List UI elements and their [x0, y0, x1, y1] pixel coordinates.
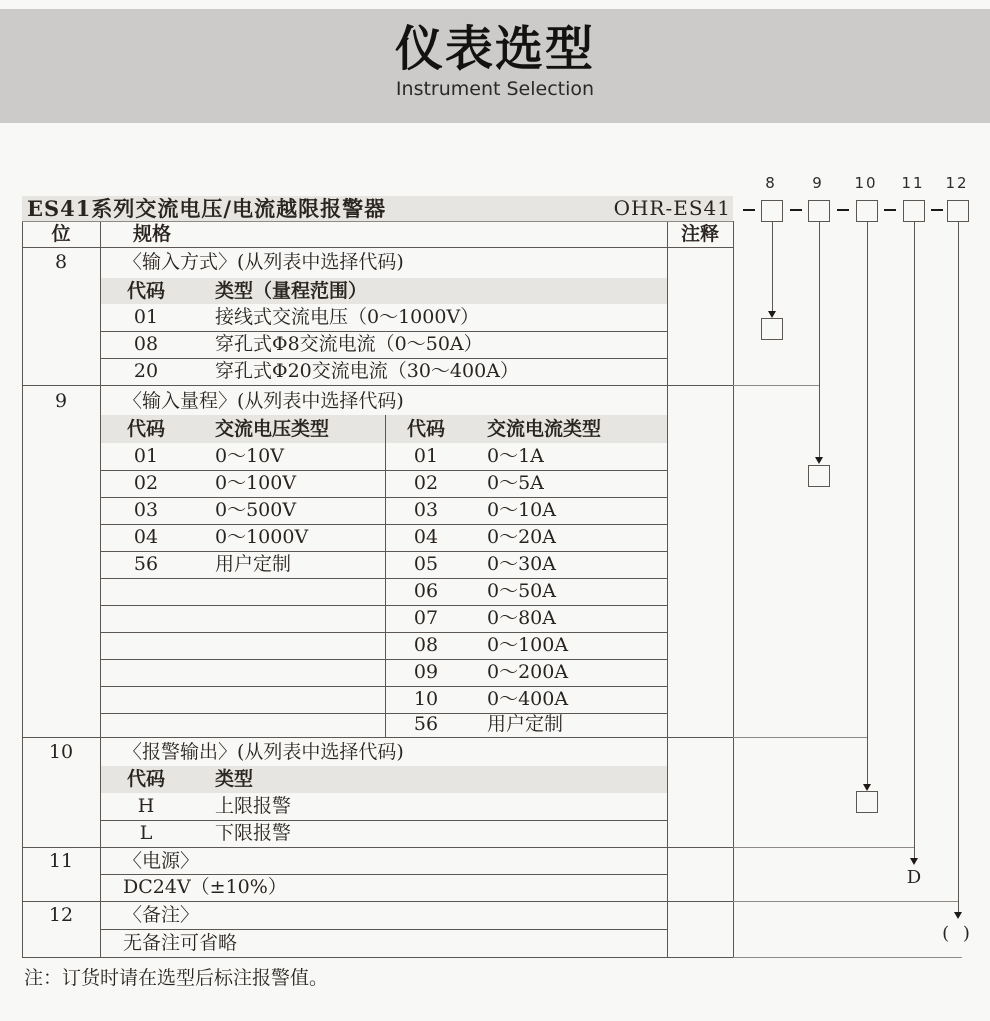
code-digit-10: 10 — [854, 174, 878, 192]
grid-line — [22, 957, 733, 958]
code-target-box-8 — [761, 318, 783, 340]
type-cell: 0～100V — [215, 472, 297, 494]
code-cell: 04 — [133, 526, 159, 548]
section-12-value: 无备注可省略 — [123, 932, 238, 954]
type-cell: 0～10V — [215, 445, 284, 467]
type-cell: 0～50A — [487, 580, 556, 602]
arrow-down-icon — [863, 784, 871, 791]
code-box-9 — [808, 200, 830, 222]
section-10-header-band — [101, 766, 667, 793]
code-cell: 06 — [413, 580, 439, 602]
code-cell: 02 — [413, 472, 439, 494]
grid-line — [100, 820, 667, 821]
col-header-note: 注释 — [680, 223, 719, 245]
grid-line — [22, 385, 733, 386]
code-cell: 08 — [413, 634, 439, 656]
type-cell: 0～400A — [487, 688, 569, 710]
type-cell: 0～5A — [487, 472, 544, 494]
type-col-header: 类型（量程范围） — [215, 280, 368, 302]
dash-separator — [884, 209, 896, 211]
product-name: ES41系列交流电压/电流越限报警器 — [27, 196, 387, 221]
code-col-header: 代码 — [126, 280, 165, 302]
arrow-down-icon — [910, 858, 918, 865]
arrow-down-icon — [954, 912, 962, 919]
type-cell: 下限报警 — [215, 822, 292, 844]
code-cell: 08 — [133, 333, 159, 355]
grid-line — [100, 605, 667, 606]
page-subtitle: Instrument Selection — [395, 78, 595, 100]
code-box-11 — [903, 200, 925, 222]
section-11-position: 11 — [48, 850, 74, 872]
section-9-position: 9 — [54, 390, 68, 412]
code-box-12 — [947, 200, 969, 222]
code-cell: 10 — [413, 688, 439, 710]
code-digit-9: 9 — [812, 174, 824, 192]
type-cell: 穿孔式Φ8交流电流（0～50A） — [215, 333, 483, 355]
section-8-position: 8 — [54, 251, 68, 273]
type-cell: 上限报警 — [215, 795, 292, 817]
type-cell: 0～1000V — [215, 526, 309, 548]
type-col-header: 交流电压类型 — [215, 418, 330, 440]
connector-line — [733, 385, 819, 386]
code-cell: 01 — [133, 445, 159, 467]
connector-line — [733, 957, 962, 958]
grid-line — [100, 497, 667, 498]
code-value-11: D — [906, 867, 922, 888]
code-cell: 03 — [133, 499, 159, 521]
section-12-position: 12 — [48, 904, 74, 926]
type-col-header: 交流电流类型 — [487, 418, 602, 440]
code-value-12: ( ) — [942, 923, 974, 944]
dash-separator — [837, 209, 849, 211]
type-cell: 用户定制 — [487, 713, 564, 735]
grid-line — [100, 470, 667, 471]
code-col-header: 代码 — [126, 768, 165, 790]
type-col-header: 类型 — [215, 768, 254, 790]
footnote: 注：订货时请在选型后标注报警值。 — [24, 967, 329, 989]
type-cell: 接线式交流电压（0～1000V） — [215, 306, 480, 328]
connector-line — [867, 222, 868, 784]
grid-line — [385, 415, 386, 737]
type-cell: 穿孔式Φ20交流电流（30～400A） — [215, 360, 519, 382]
page-header-band — [0, 9, 990, 123]
type-cell: 0～200A — [487, 661, 569, 683]
code-digit-11: 11 — [901, 174, 925, 192]
section-8-header-band — [101, 278, 667, 304]
type-cell: 用户定制 — [215, 553, 292, 575]
dash-separator — [743, 209, 755, 211]
type-cell: 0～20A — [487, 526, 556, 548]
grid-line — [22, 737, 733, 738]
grid-line — [100, 578, 667, 579]
code-digit-8: 8 — [765, 174, 777, 192]
code-box-10 — [856, 200, 878, 222]
page-title: 仪表选型 — [394, 21, 595, 77]
code-cell: 01 — [133, 306, 159, 328]
code-target-box-10 — [856, 791, 878, 813]
code-cell: 07 — [413, 607, 439, 629]
grid-line — [100, 632, 667, 633]
section-11-title: 〈电源〉 — [123, 850, 200, 872]
code-digit-12: 12 — [945, 174, 969, 192]
code-cell: 56 — [413, 713, 439, 735]
arrow-down-icon — [768, 311, 776, 318]
code-target-box-9 — [808, 465, 830, 487]
connector-line — [914, 222, 915, 858]
arrow-down-icon — [815, 457, 823, 464]
type-cell: 0～30A — [487, 553, 556, 575]
code-cell: H — [137, 795, 155, 817]
connector-line — [772, 222, 773, 311]
grid-line — [100, 551, 667, 552]
code-cell: 20 — [133, 360, 159, 382]
grid-line — [100, 524, 667, 525]
connector-line — [733, 901, 958, 902]
type-cell: 0～80A — [487, 607, 556, 629]
connector-line — [733, 847, 914, 848]
code-cell: 09 — [413, 661, 439, 683]
section-10-position: 10 — [48, 741, 74, 763]
type-cell: 0～1A — [487, 445, 544, 467]
product-model: OHR-ES41 — [613, 196, 731, 220]
section-11-value: DC24V（±10%） — [123, 876, 287, 898]
section-10-title: 〈报警输出〉(从列表中选择代码) — [123, 741, 404, 763]
type-cell: 0～10A — [487, 499, 556, 521]
code-col-header: 代码 — [126, 418, 165, 440]
code-cell: 03 — [413, 499, 439, 521]
section-12-title: 〈备注〉 — [123, 904, 200, 926]
col-header-position: 位 — [51, 223, 71, 245]
grid-line — [100, 686, 667, 687]
code-cell: 56 — [133, 553, 159, 575]
type-cell: 0～100A — [487, 634, 569, 656]
grid-line — [100, 659, 667, 660]
code-col-header: 代码 — [406, 418, 445, 440]
code-cell: 01 — [413, 445, 439, 467]
col-header-spec: 规格 — [133, 223, 172, 245]
code-cell: 04 — [413, 526, 439, 548]
connector-line — [733, 737, 867, 738]
section-8-title: 〈输入方式〉(从列表中选择代码) — [123, 251, 404, 273]
type-cell: 0～500V — [215, 499, 297, 521]
grid-line — [22, 247, 733, 248]
section-9-title: 〈输入量程〉(从列表中选择代码) — [123, 390, 404, 412]
code-cell: 02 — [133, 472, 159, 494]
dash-separator — [790, 209, 802, 211]
dash-separator — [931, 209, 943, 211]
connector-line — [819, 222, 820, 457]
grid-line — [22, 221, 733, 222]
connector-line — [958, 222, 959, 912]
code-box-8 — [761, 200, 783, 222]
code-cell: L — [139, 822, 153, 844]
grid-line — [100, 713, 667, 714]
code-cell: 05 — [413, 553, 439, 575]
